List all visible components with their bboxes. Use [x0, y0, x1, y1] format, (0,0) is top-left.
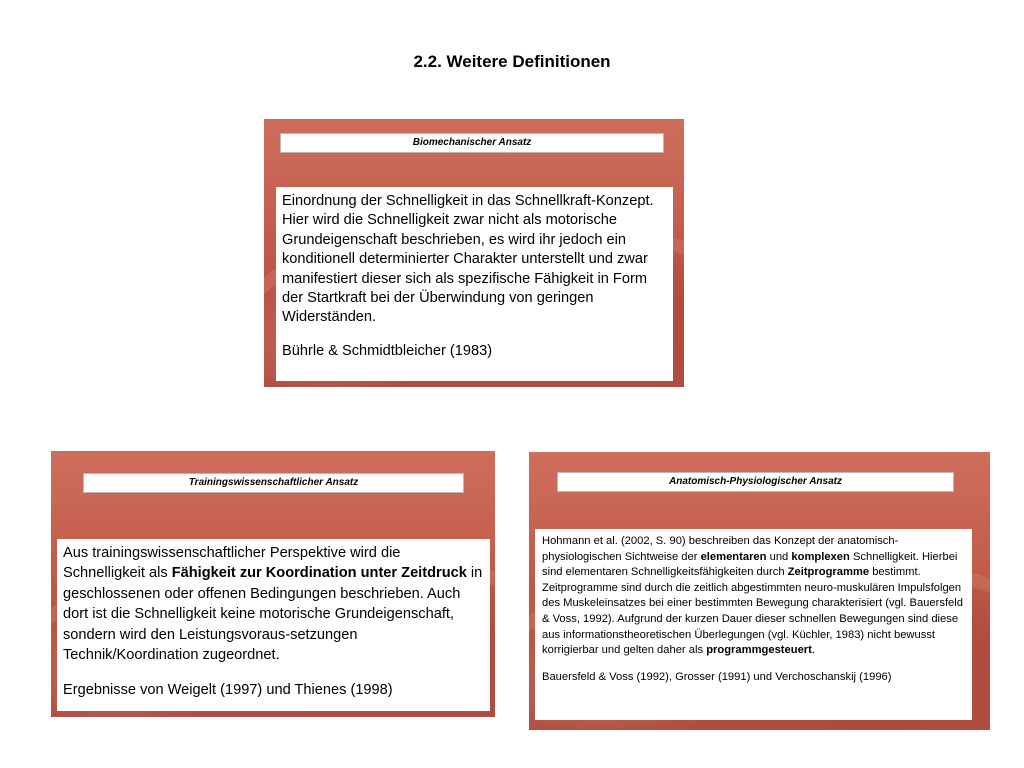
slide-header: Biomechanischer Ansatz [280, 133, 664, 153]
source-citation: Bührle & Schmidtbleicher (1983) [282, 343, 493, 360]
slide-anatomisch-physiologischer-ansatz [529, 452, 990, 730]
definition-text: Hier wird die Schnelligkeit zwar nicht als motorische Grundeigenschaft beschrieben, es wird ihr jedoch ein konditionell determinierter Charakter unterstellt und zwar manifestiert dieser sich als spezifische Fähigkeit in Form der Startkraft bei der Überwindung von geringen Widerständen. [282, 212, 648, 326]
definition-text: Hohmann et al. (2002, S. 90) beschreiben das Konzept der anatomisch-physiologischen Sichtweise der elementaren und komplexen Schnelligkeit. Hierbei sind elementaren Schnelligkeitsfähigkeiten durch Zeitprogramme bestimmt. Zeitprogramme sind durch die zeitlich abgestimmten neuro-muskulären Impulsfolgen des Muskeleinsatzes bei einer bestimmten Bewegung charakterisiert (vgl. Bauersfeld & Voss, 1992). Aufgrund der kurzen Dauer dieser schnellen Bewegungen sind diese aus informationstheoretischen Überlegungen (vgl. Küchler, 1983) nicht bewusst korrigierbar und gelten daher als programmgesteuert. [542, 535, 963, 657]
slide-header: Trainingswissenschaftlicher Ansatz [83, 473, 464, 493]
slide-biomechanischer-ansatz [264, 119, 684, 387]
definition-text: Einordnung der Schnelligkeit in das Schnellkraft-Konzept. [282, 193, 654, 209]
slide-body [535, 529, 972, 720]
source-citation: Bauersfeld & Voss (1992), Grosser (1991) und Verchoschanskij (1996) [542, 670, 892, 683]
page-title: 2.2. Weitere Definitionen [413, 52, 611, 71]
source-citation: Ergebnisse von Weigelt (1997) und Thienes (1998) [63, 682, 393, 699]
slide-body [57, 539, 490, 711]
slide-header: Anatomisch-Physiologischer Ansatz [557, 472, 954, 492]
slide-trainingswissenschaftlicher-ansatz [51, 451, 495, 717]
slide-body [276, 187, 673, 381]
definition-text: Aus trainingswissenschaftlicher Perspektive wird die Schnelligkeit als Fähigkeit zur Koordination unter Zeitdruck in geschlossenen oder offenen Bedingungen beschrieben. Auch dort ist die Schnelligkeit keine motorische Grundeigenschaft, sondern wird den Leistungsvoraus-setzungen Technik/Koordination zugeordnet. [63, 545, 483, 664]
